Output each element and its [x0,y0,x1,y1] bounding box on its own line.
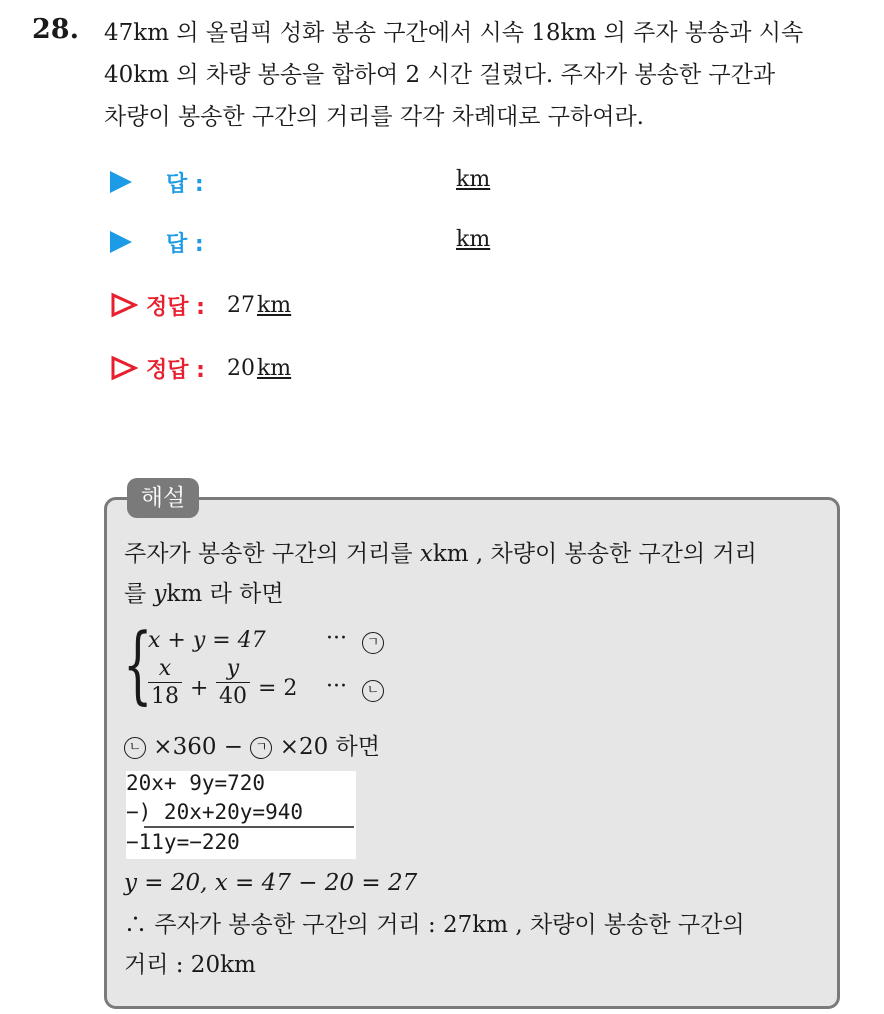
fraction-y-40 [216,656,250,711]
play-triangle-icon [110,171,132,193]
answer-row [110,164,204,200]
question-line: 40km 의 차량 봉송을 합하여 2 시간 걸렸다. 주자가 봉송한 구간과 [104,62,776,88]
variable-y: y [153,581,167,607]
circled-nieun-icon: ㄴ [362,680,384,702]
question-number: 28. [32,14,79,45]
subtraction-row-3: −11y=−220 [126,830,240,854]
fraction-x-18 [148,656,182,711]
system-brace: { [123,615,153,713]
answer-label: 답 : [166,231,204,257]
circled-nieun-icon: ㄴ [124,737,146,759]
operation-text: ×360 − [146,734,251,760]
variable-x: x [419,541,433,567]
solution-text: 주자가 봉송한 구간의 거리를 [124,541,420,567]
conclusion-line: ∴ 주자가 봉송한 구간의 거리 : 27km , 차량이 봉송한 구간의 [124,912,745,938]
play-triangle-icon [110,231,132,253]
fraction-denominator: 18 [151,684,179,709]
equation-2-dots: ··· [326,674,347,699]
answer-row [110,224,204,260]
subtraction-row-1: 20x+ 9y=720 [126,771,266,795]
fraction-denominator: 40 [219,684,247,709]
question-line: 47km 의 올림픽 성화 봉송 구간에서 시속 18km 의 주자 봉송과 시속 [104,20,804,46]
result-line: y = 20, x = 47 − 20 = 27 [124,870,418,896]
circled-giyeok-icon: ㄱ [250,737,272,759]
correct-answer-value: 27 [226,292,255,318]
equation-2-rest: = 2 [258,676,298,701]
fraction-numerator: x [148,656,182,683]
conclusion-line: 거리 : 20km [124,952,256,978]
solution-line [124,575,284,608]
question-text [104,12,864,138]
correct-answer-unit: km [256,355,292,381]
outline-triangle-icon [110,355,138,381]
solution-text: 를 [124,581,154,607]
fraction-numerator: y [216,656,250,683]
subtraction-row-2: −) 20x+20y=940 [126,800,304,824]
correct-answer-value: 20 [226,355,255,381]
answer-unit: km [456,167,491,192]
solution-text: km 라 하면 [166,581,284,607]
answer-unit: km [456,227,491,252]
outline-triangle-icon [110,292,138,318]
circled-giyeok-icon: ㄱ [362,632,384,654]
correct-answer-unit: km [256,292,292,318]
question-line: 차량이 봉송한 구간의 거리를 각각 차례대로 구하여라. [104,104,644,130]
equation-2-plus: + [190,676,209,701]
correct-answer-label: 정답 : [146,294,205,320]
solution-text: km , 차량이 봉송한 구간의 거리 [432,541,757,567]
operation-text: ×20 하면 [272,734,380,760]
subtraction-table [126,771,356,859]
answer-label: 답 : [166,171,204,197]
correct-answer-label: 정답 : [146,357,205,383]
correct-answer-row [110,287,291,323]
correct-answer-row [110,350,291,386]
equation-1: x + y = 47 [148,628,266,653]
equation-2-marker [362,678,384,703]
operation-line [124,728,380,761]
solution-tag: 해설 [127,478,199,518]
equation-1-marker [362,630,384,655]
solution-line [124,535,757,568]
equation-1-dots: ··· [326,626,347,651]
